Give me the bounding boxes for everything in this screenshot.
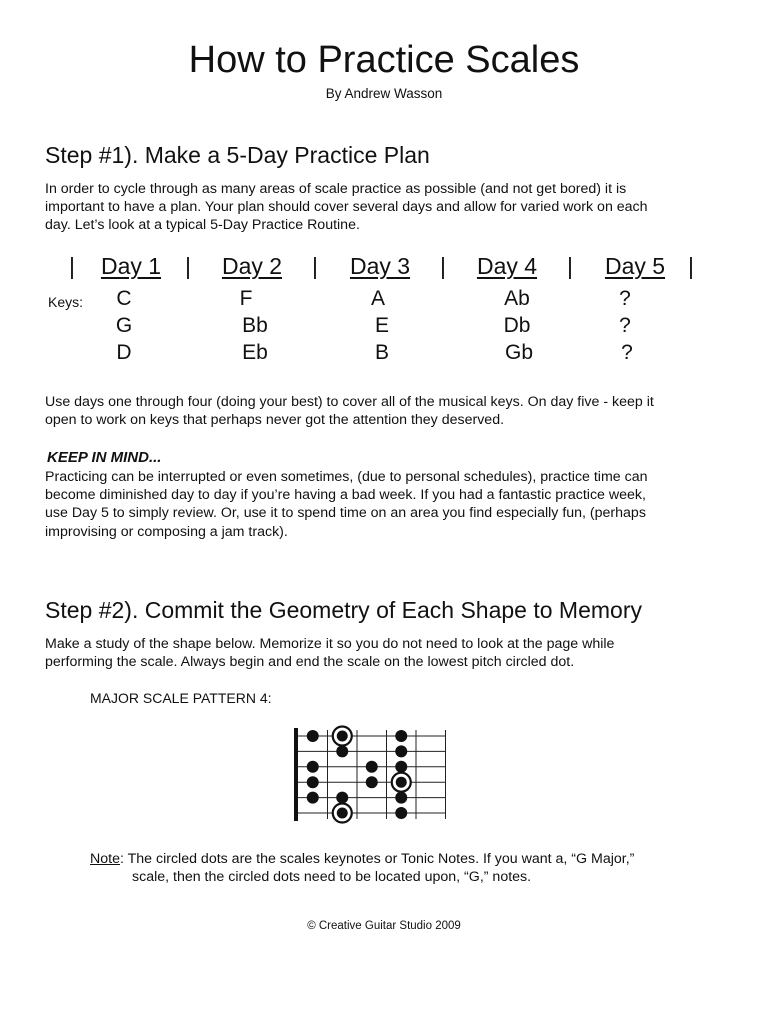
copyright: © Creative Guitar Studio 2009 (307, 920, 461, 932)
step1-intro-line: day. Let’s look at a typical 5-Day Practice Routine. (45, 217, 360, 234)
scale-dot (395, 792, 407, 804)
column-separator: | (440, 253, 446, 279)
key-cell: E (374, 314, 389, 337)
step2-heading: Step #2). Commit the Geometry of Each Shape to Memory (45, 597, 642, 623)
tonic-dot (337, 808, 348, 819)
column-separator: | (185, 253, 191, 279)
column-separator: | (312, 253, 318, 279)
day-5-header: Day 5 (604, 253, 666, 279)
scale-dot (307, 776, 319, 788)
tonic-dot (337, 731, 348, 742)
keep-in-mind-line: improvising or composing a jam track). (45, 523, 288, 540)
note-text: : The circled dots are the scales keynotes or Tonic Notes. If you want a, “G Major,” (119, 851, 635, 867)
key-cell: ? (619, 287, 631, 310)
scale-dot (395, 761, 407, 773)
key-cell: Gb (504, 341, 533, 364)
note-label: Note (90, 851, 120, 867)
keep-in-mind-text (45, 468, 725, 541)
key-cell: Db (503, 314, 531, 337)
column-separator: | (688, 253, 694, 279)
keep-in-mind-heading: KEEP IN MIND... (47, 449, 162, 466)
key-cell: Bb (242, 314, 268, 337)
keep-in-mind-line: become diminished day to day if you’re having a bad week. If you had a fantastic practice week, (45, 487, 646, 504)
step1-usage-line: open to work on keys that perhaps never got the attention they deserved. (45, 412, 505, 429)
step1-usage-line: Use days one through four (doing your best) to cover all of the musical keys. On day five - keep it (45, 394, 654, 410)
day-1-header: Day 1 (100, 253, 162, 279)
scale-dot (366, 776, 378, 788)
fretboard-grid (296, 728, 446, 821)
keys-label: Keys: (48, 294, 84, 310)
scale-dot (395, 745, 407, 757)
scale-dot (307, 761, 319, 773)
key-cell: Eb (242, 341, 268, 364)
pattern-label: MAJOR SCALE PATTERN 4: (90, 690, 272, 706)
keep-in-mind-line: Practicing can be interrupted or even sometimes, (due to personal schedules), practice time can (45, 469, 648, 485)
author-byline: By Andrew Wasson (325, 86, 443, 101)
key-cell: A (370, 287, 385, 310)
scale-dot (307, 792, 319, 804)
step2-text (45, 635, 725, 671)
column-separator: | (567, 253, 573, 279)
note-line-1 (90, 851, 634, 867)
step2-line: Make a study of the shape below. Memorize it so you do not need to look at the page while (45, 636, 615, 652)
key-cell: C (116, 287, 132, 310)
scale-dot (336, 792, 348, 804)
scale-dots (307, 727, 411, 823)
step1-intro-line: In order to cycle through as many areas of scale practice as possible (and not get bored) it is (45, 181, 627, 197)
key-cell: G (115, 314, 133, 337)
day-4-header: Day 4 (476, 253, 538, 279)
key-cell: Ab (504, 287, 530, 310)
note-line-2: scale, then the circled dots need to be located upon, “G,” notes. (132, 869, 532, 885)
keep-in-mind-line: use Day 5 to simply review. Or, use it to spend time on an area you find especially fun, (perhaps (45, 505, 646, 522)
key-cell: ? (621, 341, 633, 364)
key-cell: B (374, 341, 389, 364)
step2-line: performing the scale. Always begin and end the scale on the lowest pitch circled dot. (45, 654, 575, 671)
step1-usage (45, 393, 725, 429)
key-cell: ? (619, 314, 631, 337)
scale-dot (395, 730, 407, 742)
step1-heading: Step #1). Make a 5-Day Practice Plan (45, 142, 430, 168)
scale-dot (366, 761, 378, 773)
step1-intro-line: important to have a plan. Your plan should cover several days and allow for varied work on each (45, 199, 648, 216)
scale-dot (336, 745, 348, 757)
scale-dot (307, 730, 319, 742)
column-separator: | (69, 253, 75, 279)
tonic-dot (396, 777, 407, 788)
scale-dot (395, 807, 407, 819)
step1-intro (45, 180, 725, 235)
day-2-header: Day 2 (221, 253, 283, 279)
page-title: How to Practice Scales (188, 39, 580, 81)
key-cell: F (239, 287, 253, 310)
key-cell: D (116, 341, 132, 364)
day-3-header: Day 3 (349, 253, 411, 279)
fretboard-diagram (290, 722, 450, 828)
